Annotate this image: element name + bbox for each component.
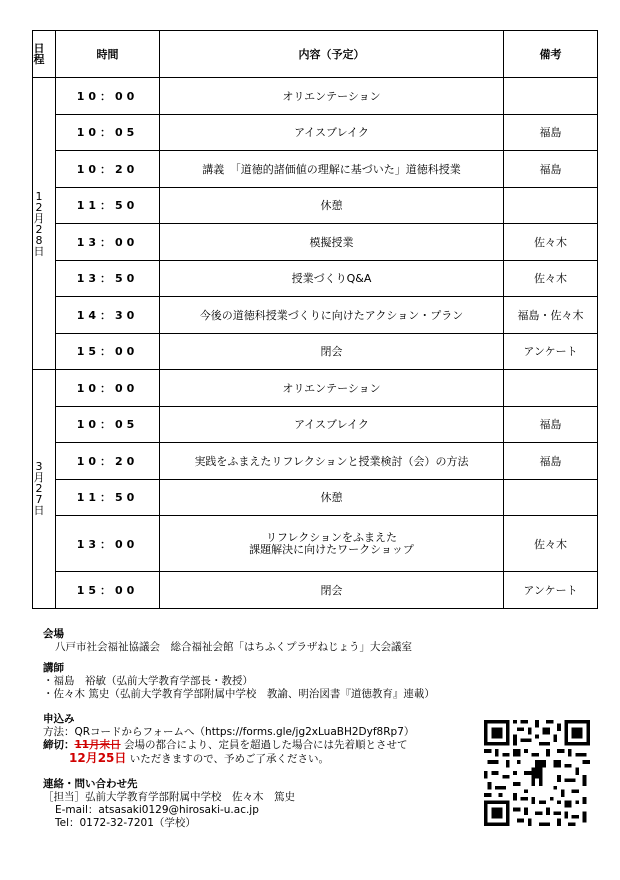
table-header-row [33, 31, 598, 78]
qr-code-icon[interactable] [484, 720, 590, 826]
lecturer-section [43, 662, 435, 701]
note-cell: 福島 [504, 151, 598, 188]
day-label: 12月28日 [33, 189, 45, 258]
content-cell: オリエンテーション [160, 78, 504, 115]
time-cell: 11：50 [56, 479, 160, 516]
header-time: 時間 [56, 31, 160, 78]
day-label: 3月27日 [33, 460, 45, 518]
day-cell-1 [33, 78, 56, 370]
note-cell [504, 370, 598, 407]
content-cell: アイスブレイク [160, 114, 504, 151]
header-content: 内容（予定） [160, 31, 504, 78]
deadline-label: 締切： [43, 739, 75, 751]
application-heading: 申込み [43, 713, 75, 725]
time-cell: 10：05 [56, 114, 160, 151]
content-cell [160, 516, 504, 572]
contact-person: ［担当］弘前大学教育学部附属中学校 佐々木 篤史 [43, 791, 295, 803]
application-section [43, 713, 473, 766]
content-cell: 講義 「道徳的諸価値の理解に基づいた」道徳科授業 [160, 151, 504, 188]
content-cell: 模擬授業 [160, 224, 504, 261]
time-cell: 15：00 [56, 572, 160, 609]
note-cell: 福島・佐々木 [504, 297, 598, 334]
new-deadline: 12月25日 [69, 751, 127, 765]
note-cell: 佐々木 [504, 516, 598, 572]
table-row [33, 443, 598, 480]
contact-email: E-mail：atsasaki0129@hirosaki-u.ac.jp [55, 804, 259, 816]
table-row [33, 260, 598, 297]
contact-section [43, 778, 295, 830]
table-row [33, 78, 598, 115]
header-note: 備考 [504, 31, 598, 78]
note-cell: アンケート [504, 572, 598, 609]
note-cell: アンケート [504, 333, 598, 370]
schedule-table [32, 30, 598, 609]
time-cell: 14：30 [56, 297, 160, 334]
table-row [33, 187, 598, 224]
content-cell: 授業づくりQ&A [160, 260, 504, 297]
table-row [33, 333, 598, 370]
table-row [33, 151, 598, 188]
time-cell: 13：50 [56, 260, 160, 297]
venue-section [43, 628, 412, 654]
time-cell: 13：00 [56, 516, 160, 572]
time-cell: 10：00 [56, 370, 160, 407]
table-row [33, 516, 598, 572]
content-cell: 休憩 [160, 187, 504, 224]
lecturer-heading: 講師 [43, 662, 64, 674]
content-cell: 今後の道徳科授業づくりに向けたアクション・プラン [160, 297, 504, 334]
deadline-note-2: いただきますので、予めご了承ください。 [129, 753, 330, 765]
time-cell: 10：20 [56, 443, 160, 480]
table-row [33, 479, 598, 516]
table-row [33, 370, 598, 407]
table-row [33, 572, 598, 609]
deadline-note: 会場の都合により、定員を超過した場合には先着順とさせて [123, 739, 408, 751]
note-cell [504, 479, 598, 516]
content-cell: オリエンテーション [160, 370, 504, 407]
deadline-line-2 [43, 752, 473, 766]
time-cell: 10：20 [56, 151, 160, 188]
lecturer-item: ・佐々木 篤史（弘前大学教育学部附属中学校 教諭、明治図書『道徳教育』連載） [43, 688, 435, 700]
time-cell: 13：00 [56, 224, 160, 261]
note-cell: 福島 [504, 443, 598, 480]
time-cell: 15：00 [56, 333, 160, 370]
time-cell: 11：50 [56, 187, 160, 224]
lecturer-item: ・福島 裕敏（弘前大学教育学部長・教授） [43, 675, 253, 687]
content-cell: 実践をふまえたリフレクションと授業検討（会）の方法 [160, 443, 504, 480]
note-cell: 福島 [504, 406, 598, 443]
note-cell: 福島 [504, 114, 598, 151]
table-row [33, 114, 598, 151]
venue-text: 八戸市社会福祉協議会 総合福祉会館「はちふくプラザねじょう」大会議室 [55, 641, 412, 653]
note-cell [504, 78, 598, 115]
content-cell: 休憩 [160, 479, 504, 516]
note-cell [504, 187, 598, 224]
day-cell-2 [33, 370, 56, 609]
content-line: リフレクションをふまえた [265, 530, 398, 544]
table-row [33, 406, 598, 443]
content-cell: 閉会 [160, 333, 504, 370]
time-cell: 10：05 [56, 406, 160, 443]
content-cell: アイスブレイク [160, 406, 504, 443]
table-row [33, 297, 598, 334]
old-deadline: 11月末日 [74, 739, 121, 751]
contact-tel: Tel：0172-32-7201（学校） [55, 817, 196, 829]
content-cell: 閉会 [160, 572, 504, 609]
venue-heading: 会場 [43, 628, 64, 640]
note-cell: 佐々木 [504, 260, 598, 297]
contact-heading: 連絡・問い合わせ先 [43, 778, 138, 790]
content-line: 課題解決に向けたワークショップ [249, 542, 414, 556]
header-day: 日程 [33, 31, 56, 78]
note-cell: 佐々木 [504, 224, 598, 261]
table-row [33, 224, 598, 261]
time-cell: 10：00 [56, 78, 160, 115]
application-method: 方法：QRコードからフォームへ（https://forms.gle/jg2xLuaBH2Dyf8Rp7） [43, 726, 415, 738]
